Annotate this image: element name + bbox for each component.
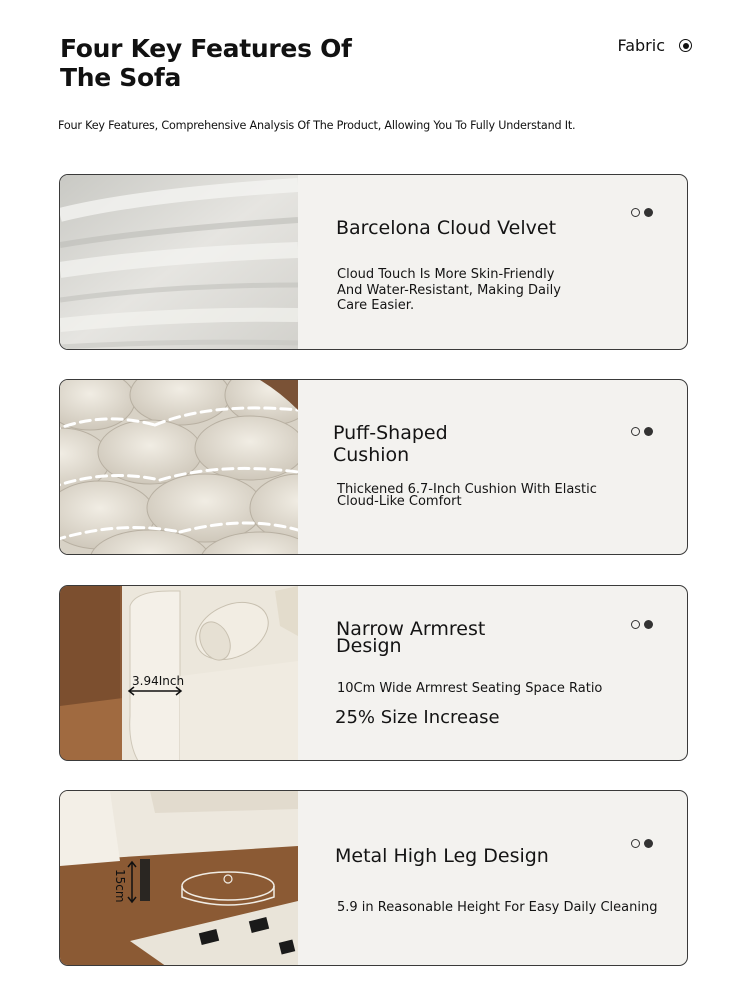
- feature-highlight: 25% Size Increase: [335, 707, 500, 728]
- dot-empty-icon: [631, 208, 640, 217]
- armrest-image: [60, 586, 298, 760]
- legs-image: [60, 791, 298, 965]
- feature-title-line: Design: [336, 635, 402, 657]
- page-title: [60, 34, 360, 92]
- dot-filled-icon: [644, 620, 653, 629]
- feature-description-line: And Water-Resistant, Making Daily: [337, 282, 561, 298]
- dot-empty-icon: [631, 839, 640, 848]
- legs-photo: [60, 791, 298, 965]
- dot-empty-icon: [631, 620, 640, 629]
- fabric-tag-label: Fabric: [617, 36, 665, 55]
- dot-filled-icon: [644, 427, 653, 436]
- radio-selected-icon[interactable]: [679, 39, 692, 52]
- feature-description: [337, 484, 597, 508]
- cushion-photo: [60, 380, 298, 554]
- pagination-dots: [631, 839, 653, 848]
- dot-filled-icon: [644, 208, 653, 217]
- velvet-fabric-photo: [60, 175, 298, 349]
- feature-description-line: Care Easier.: [337, 298, 415, 313]
- feature-card-velvet: [59, 174, 688, 350]
- feature-card-cushion: [59, 379, 688, 555]
- feature-title-line: Cushion: [333, 444, 410, 466]
- armrest-photo: [60, 586, 298, 760]
- armrest-width-label: 3.94Inch: [132, 674, 185, 688]
- feature-card-legs: [59, 790, 688, 966]
- feature-title: [336, 618, 486, 657]
- dot-empty-icon: [631, 427, 640, 436]
- page-subtitle: Four Key Features, Comprehensive Analysis Of The Product, Allowing You To Fully Understand It.: [58, 119, 576, 132]
- pagination-dots: [631, 208, 653, 217]
- page-title-line-2: The Sofa: [60, 63, 182, 92]
- feature-description: [337, 267, 561, 314]
- feature-description: 5.9 in Reasonable Height For Easy Daily Cleaning: [337, 900, 658, 915]
- feature-title: [333, 422, 448, 466]
- fabric-tag[interactable]: [617, 36, 692, 55]
- feature-description-line: Cloud-Like Comfort: [337, 494, 462, 509]
- leg-height-label: 15cm: [113, 869, 127, 903]
- feature-description-line: Cloud Touch Is More Skin-Friendly: [337, 267, 555, 282]
- feature-title: Barcelona Cloud Velvet: [336, 217, 557, 239]
- feature-title: Metal High Leg Design: [335, 845, 549, 867]
- page-title-line-1: Four Key Features Of: [60, 34, 352, 63]
- feature-description: 10Cm Wide Armrest Seating Space Ratio: [337, 681, 603, 696]
- feature-card-armrest: [59, 585, 688, 761]
- cushion-image: [60, 380, 298, 554]
- pagination-dots: [631, 620, 653, 629]
- velvet-fabric-image: [60, 175, 298, 349]
- feature-title-line: Narrow Armrest: [336, 618, 486, 640]
- dot-filled-icon: [644, 839, 653, 848]
- feature-title-line: Puff-Shaped: [333, 422, 448, 444]
- pagination-dots: [631, 427, 653, 436]
- feature-description-line: Thickened 6.7-Inch Cushion With Elastic: [337, 482, 597, 497]
